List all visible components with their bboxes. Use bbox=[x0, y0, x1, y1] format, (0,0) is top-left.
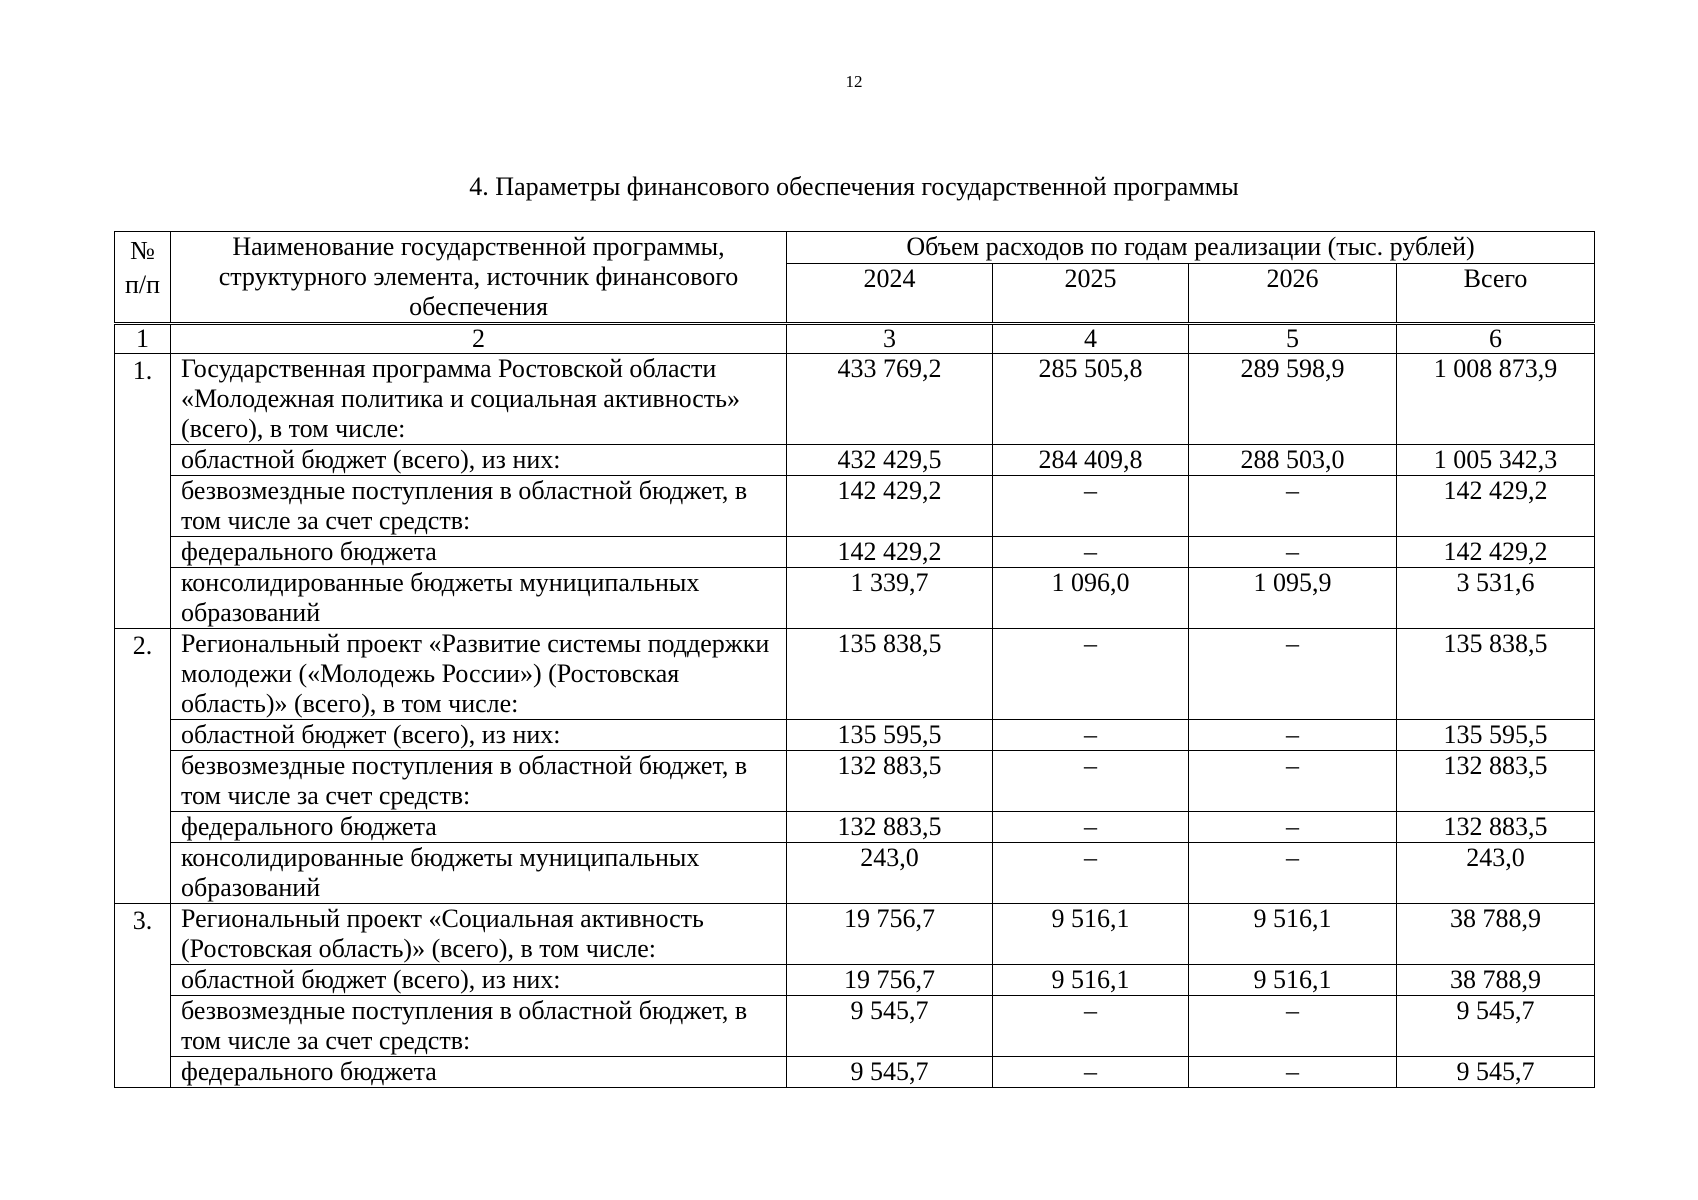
value-2025: 285 505,8 bbox=[993, 354, 1189, 445]
row-name: Государственная программа Ростовской области «Молодежная политика и социальная активность» (всего), в том числе: bbox=[171, 354, 787, 445]
value-2026: 289 598,9 bbox=[1189, 354, 1397, 445]
value-2026: – bbox=[1189, 843, 1397, 904]
page-number: 12 bbox=[845, 72, 863, 91]
value-2025: – bbox=[993, 629, 1189, 720]
value-2026: – bbox=[1189, 537, 1397, 568]
table-row bbox=[115, 354, 1595, 445]
row-name: консолидированные бюджеты муниципальных образований bbox=[171, 843, 787, 904]
header-name: Наименование государственной программы, структурного элемента, источник финансового обеспечения bbox=[171, 232, 787, 324]
value-total: 1 005 342,3 bbox=[1397, 445, 1595, 476]
value-total: 38 788,9 bbox=[1397, 965, 1595, 996]
table-row bbox=[115, 476, 1595, 537]
value-2026: 9 516,1 bbox=[1189, 965, 1397, 996]
value-2025: – bbox=[993, 476, 1189, 537]
header-year-2024: 2024 bbox=[787, 264, 993, 324]
value-2025: – bbox=[993, 812, 1189, 843]
value-2024: 432 429,5 bbox=[787, 445, 993, 476]
value-2026: 1 095,9 bbox=[1189, 568, 1397, 629]
value-total: 132 883,5 bbox=[1397, 812, 1595, 843]
row-name: областной бюджет (всего), из них: bbox=[171, 965, 787, 996]
value-total: 243,0 bbox=[1397, 843, 1595, 904]
row-name: Региональный проект «Социальная активность (Ростовская область)» (всего), в том числе: bbox=[171, 904, 787, 965]
value-2025: – bbox=[993, 720, 1189, 751]
table-row bbox=[115, 445, 1595, 476]
value-2024: 9 545,7 bbox=[787, 996, 993, 1057]
column-number: 4 bbox=[993, 324, 1189, 354]
value-2024: 1 339,7 bbox=[787, 568, 993, 629]
column-numbers-row bbox=[115, 324, 1595, 354]
value-2026: – bbox=[1189, 751, 1397, 812]
value-2025: – bbox=[993, 537, 1189, 568]
value-2026: – bbox=[1189, 720, 1397, 751]
value-2026: 288 503,0 bbox=[1189, 445, 1397, 476]
value-2026: – bbox=[1189, 996, 1397, 1057]
row-name: федерального бюджета bbox=[171, 812, 787, 843]
header-num: № п/п bbox=[115, 232, 171, 324]
value-2024: 132 883,5 bbox=[787, 812, 993, 843]
value-2026: – bbox=[1189, 476, 1397, 537]
value-total: 38 788,9 bbox=[1397, 904, 1595, 965]
value-total: 142 429,2 bbox=[1397, 476, 1595, 537]
value-2024: 135 838,5 bbox=[787, 629, 993, 720]
value-2024: 19 756,7 bbox=[787, 965, 993, 996]
value-2025: – bbox=[993, 996, 1189, 1057]
value-2025: 9 516,1 bbox=[993, 965, 1189, 996]
column-number: 1 bbox=[115, 324, 171, 354]
table-row bbox=[115, 537, 1595, 568]
value-total: 135 595,5 bbox=[1397, 720, 1595, 751]
table-row bbox=[115, 996, 1595, 1057]
row-name: безвозмездные поступления в областной бюджет, в том числе за счет средств: bbox=[171, 751, 787, 812]
document-title: 4. Параметры финансового обеспечения государственной программы bbox=[469, 172, 1239, 201]
value-2024: 9 545,7 bbox=[787, 1057, 993, 1088]
value-2024: 19 756,7 bbox=[787, 904, 993, 965]
table-row bbox=[115, 720, 1595, 751]
value-2024: 132 883,5 bbox=[787, 751, 993, 812]
table-row bbox=[115, 843, 1595, 904]
header-row-1 bbox=[115, 232, 1595, 264]
value-2024: 142 429,2 bbox=[787, 476, 993, 537]
value-2024: 243,0 bbox=[787, 843, 993, 904]
table-body bbox=[115, 232, 1595, 1088]
value-2025: 9 516,1 bbox=[993, 904, 1189, 965]
value-total: 135 838,5 bbox=[1397, 629, 1595, 720]
value-total: 3 531,6 bbox=[1397, 568, 1595, 629]
value-total: 9 545,7 bbox=[1397, 1057, 1595, 1088]
value-2026: – bbox=[1189, 629, 1397, 720]
value-2024: 433 769,2 bbox=[787, 354, 993, 445]
header-year-2026: 2026 bbox=[1189, 264, 1397, 324]
header-volume: Объем расходов по годам реализации (тыс. рублей) bbox=[787, 232, 1595, 264]
row-number: 1. bbox=[115, 354, 171, 629]
value-2025: 1 096,0 bbox=[993, 568, 1189, 629]
row-name: консолидированные бюджеты муниципальных образований bbox=[171, 568, 787, 629]
row-name: безвозмездные поступления в областной бюджет, в том числе за счет средств: bbox=[171, 996, 787, 1057]
row-name: безвозмездные поступления в областной бюджет, в том числе за счет средств: bbox=[171, 476, 787, 537]
value-2024: 135 595,5 bbox=[787, 720, 993, 751]
row-name: федерального бюджета bbox=[171, 537, 787, 568]
value-2025: – bbox=[993, 843, 1189, 904]
header-total: Всего bbox=[1397, 264, 1595, 324]
column-number: 6 bbox=[1397, 324, 1595, 354]
row-name: областной бюджет (всего), из них: bbox=[171, 720, 787, 751]
row-name: федерального бюджета bbox=[171, 1057, 787, 1088]
table-row bbox=[115, 629, 1595, 720]
column-number: 5 bbox=[1189, 324, 1397, 354]
row-name: Региональный проект «Развитие системы поддержки молодежи («Молодежь России») (Ростовская область)» (всего), в том числе: bbox=[171, 629, 787, 720]
value-2024: 142 429,2 bbox=[787, 537, 993, 568]
table-row bbox=[115, 904, 1595, 965]
table-row bbox=[115, 812, 1595, 843]
financing-table bbox=[114, 231, 1595, 1088]
column-number: 2 bbox=[171, 324, 787, 354]
value-2025: – bbox=[993, 751, 1189, 812]
value-2026: 9 516,1 bbox=[1189, 904, 1397, 965]
value-2025: 284 409,8 bbox=[993, 445, 1189, 476]
table-row bbox=[115, 965, 1595, 996]
row-number: 3. bbox=[115, 904, 171, 1088]
header-year-2025: 2025 bbox=[993, 264, 1189, 324]
value-2025: – bbox=[993, 1057, 1189, 1088]
table-row bbox=[115, 751, 1595, 812]
value-total: 9 545,7 bbox=[1397, 996, 1595, 1057]
row-name: областной бюджет (всего), из них: bbox=[171, 445, 787, 476]
column-number: 3 bbox=[787, 324, 993, 354]
row-number: 2. bbox=[115, 629, 171, 904]
table-row bbox=[115, 568, 1595, 629]
value-2026: – bbox=[1189, 812, 1397, 843]
value-total: 132 883,5 bbox=[1397, 751, 1595, 812]
value-total: 1 008 873,9 bbox=[1397, 354, 1595, 445]
value-total: 142 429,2 bbox=[1397, 537, 1595, 568]
table-row bbox=[115, 1057, 1595, 1088]
value-2026: – bbox=[1189, 1057, 1397, 1088]
